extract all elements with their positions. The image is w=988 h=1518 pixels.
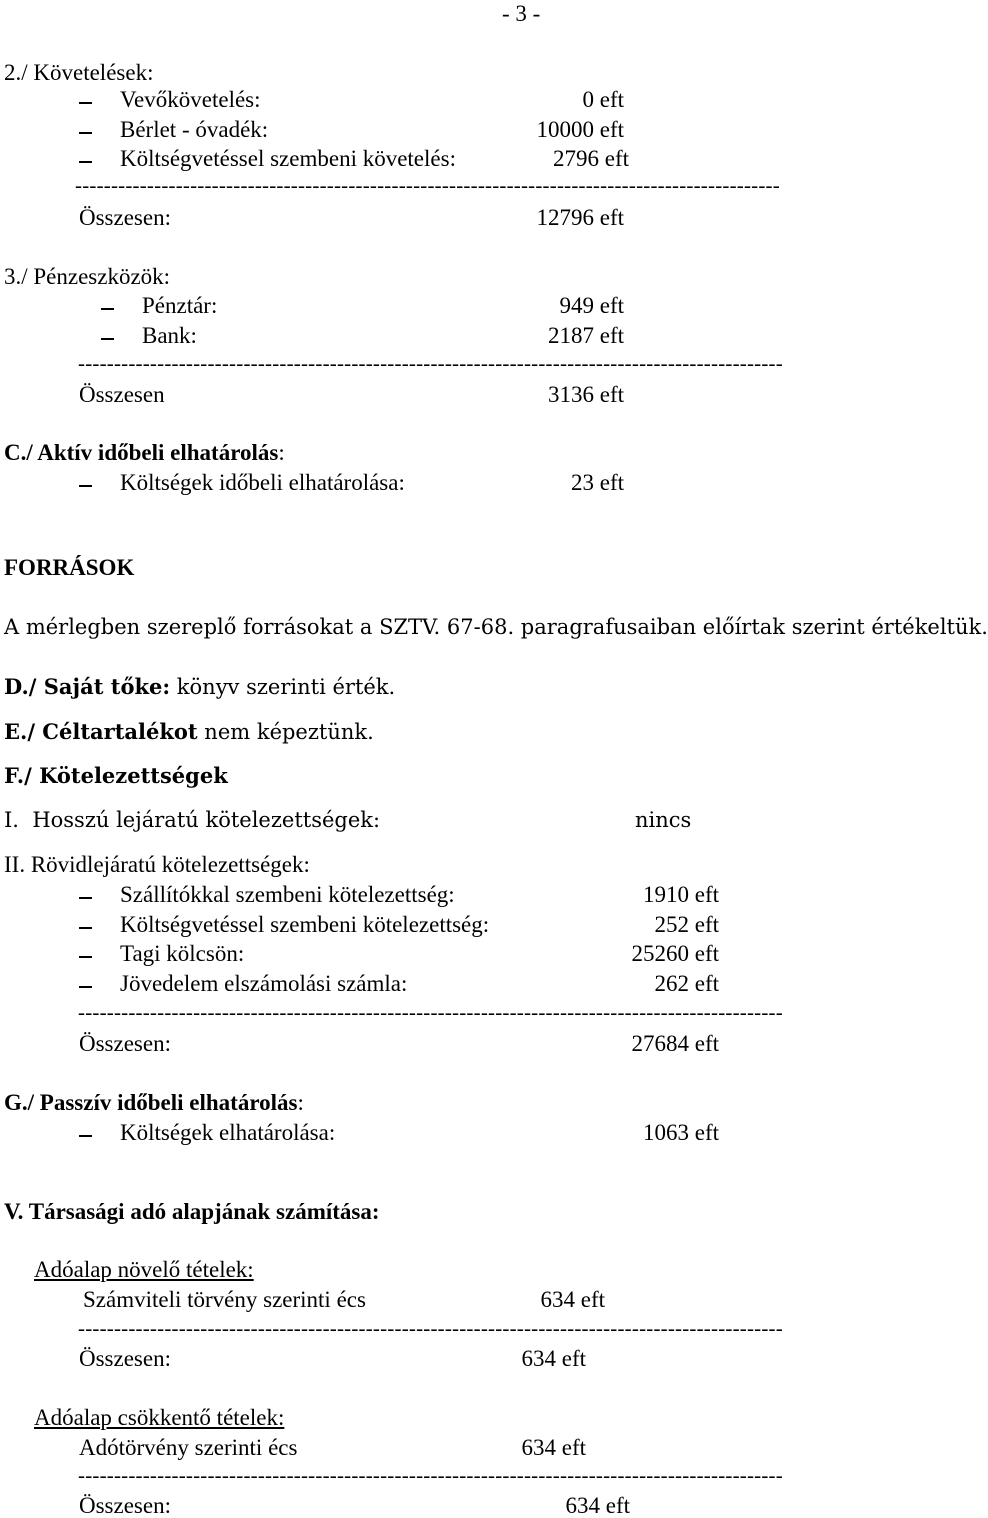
- receivables-total-value: 12796 eft: [536, 205, 624, 230]
- dash-bullet-icon: [79, 485, 92, 487]
- receivables-item-label: Vevőkövetelés:: [120, 87, 261, 112]
- cash-item-value: 949 eft: [559, 293, 624, 318]
- separator-line: --------------------------------------------------------------------------------------------------: [75, 173, 780, 197]
- dash-bullet-icon: [79, 927, 92, 929]
- liability-item-value: 262 eft: [654, 971, 719, 996]
- receivables-item-label: Költségvetéssel szembeni követelés:: [120, 146, 456, 171]
- receivables-item-value: 10000 eft: [536, 117, 624, 142]
- active-accrual-item-value: 23 eft: [570, 470, 624, 495]
- receivables-heading: 2./ Követelések:: [4, 60, 154, 85]
- receivables-total-label: Összesen:: [79, 205, 171, 230]
- long-term-value: nincs: [635, 808, 692, 832]
- separator-line: --------------------------------------------------------------------------------------------------: [78, 1000, 783, 1024]
- receivables-item-value: 0 eft: [582, 87, 624, 112]
- cash-heading: 3./ Pénzeszközök:: [4, 264, 171, 289]
- liability-item-label: Szállítókkal szembeni kötelezettség:: [120, 882, 455, 907]
- passive-accrual-item-value: 1063 eft: [642, 1120, 719, 1145]
- cash-item-label: Bank:: [142, 323, 197, 348]
- short-term-heading: II. Rövidlejáratú kötelezettségek:: [4, 852, 310, 877]
- tax-increase-total-label: Összesen:: [79, 1346, 171, 1371]
- liabilities-heading: F./ Kötelezettségek: [4, 763, 228, 788]
- sources-heading: FORRÁSOK: [4, 555, 135, 580]
- cash-item-label: Pénztár:: [142, 293, 218, 318]
- dash-bullet-icon: [79, 897, 92, 899]
- passive-accrual-heading: G./ Passzív időbeli elhatárolás:: [4, 1090, 304, 1115]
- tax-heading: V. Társasági adó alapjának számítása:: [4, 1199, 380, 1224]
- liability-item-label: Tagi kölcsön:: [120, 941, 245, 966]
- liabilities-total-label: Összesen:: [79, 1031, 171, 1056]
- sources-intro: A mérlegben szereplő forrásokat a SZTV. 67-68. paragrafusaiban előírtak szerint értékeltük.: [4, 615, 988, 639]
- reserves-line: E./ Céltartalékot nem képeztünk.: [4, 719, 374, 744]
- liability-item-label: Költségvetéssel szembeni kötelezettség:: [120, 912, 490, 937]
- tax-increase-total-value: 634 eft: [521, 1346, 586, 1371]
- liability-item-value: 25260 eft: [631, 941, 719, 966]
- tax-increase-item-value: 634 eft: [540, 1287, 605, 1312]
- tax-increase-item-label: Számviteli törvény szerinti écs: [83, 1287, 366, 1312]
- cash-total-value: 3136 eft: [547, 382, 624, 407]
- dash-bullet-icon: [79, 986, 92, 988]
- dash-bullet-icon: [79, 956, 92, 958]
- separator-line: --------------------------------------------------------------------------------------------------: [78, 1463, 783, 1487]
- liabilities-total-value: 27684 eft: [631, 1031, 719, 1056]
- dash-bullet-icon: [79, 132, 92, 134]
- separator-line: --------------------------------------------------------------------------------------------------: [78, 1316, 783, 1340]
- active-accrual-heading: C./ Aktív időbeli elhatárolás:: [4, 440, 285, 465]
- liability-item-value: 1910 eft: [642, 882, 719, 907]
- dash-bullet-icon: [79, 161, 92, 163]
- tax-decrease-item-label: Adótörvény szerinti écs: [79, 1435, 298, 1460]
- active-accrual-item-label: Költségek időbeli elhatárolása:: [120, 470, 405, 495]
- separator-line: --------------------------------------------------------------------------------------------------: [78, 351, 783, 375]
- dash-bullet-icon: [101, 308, 114, 310]
- page-number: - 3 -: [502, 1, 541, 26]
- tax-decrease-total-value: 634 eft: [565, 1493, 630, 1518]
- liability-item-value: 252 eft: [654, 912, 719, 937]
- receivables-item-label: Bérlet - óvadék:: [120, 117, 269, 142]
- tax-decrease-total-label: Összesen:: [79, 1493, 171, 1518]
- receivables-item-value: 2796 eft: [552, 146, 629, 171]
- dash-bullet-icon: [101, 338, 114, 340]
- tax-decrease-heading: Adóalap csökkentő tételek:: [34, 1405, 285, 1430]
- cash-total-label: Összesen: [79, 382, 165, 407]
- tax-decrease-item-value: 634 eft: [521, 1435, 586, 1460]
- dash-bullet-icon: [79, 102, 92, 104]
- cash-item-value: 2187 eft: [547, 323, 624, 348]
- equity-line: D./ Saját tőke: könyv szerinti érték.: [4, 674, 396, 699]
- long-term-label: I. Hosszú lejáratú kötelezettségek:: [4, 808, 381, 832]
- dash-bullet-icon: [79, 1135, 92, 1137]
- passive-accrual-item-label: Költségek elhatárolása:: [120, 1120, 336, 1145]
- tax-increase-heading: Adóalap növelő tételek:: [34, 1257, 254, 1282]
- liability-item-label: Jövedelem elszámolási számla:: [120, 971, 408, 996]
